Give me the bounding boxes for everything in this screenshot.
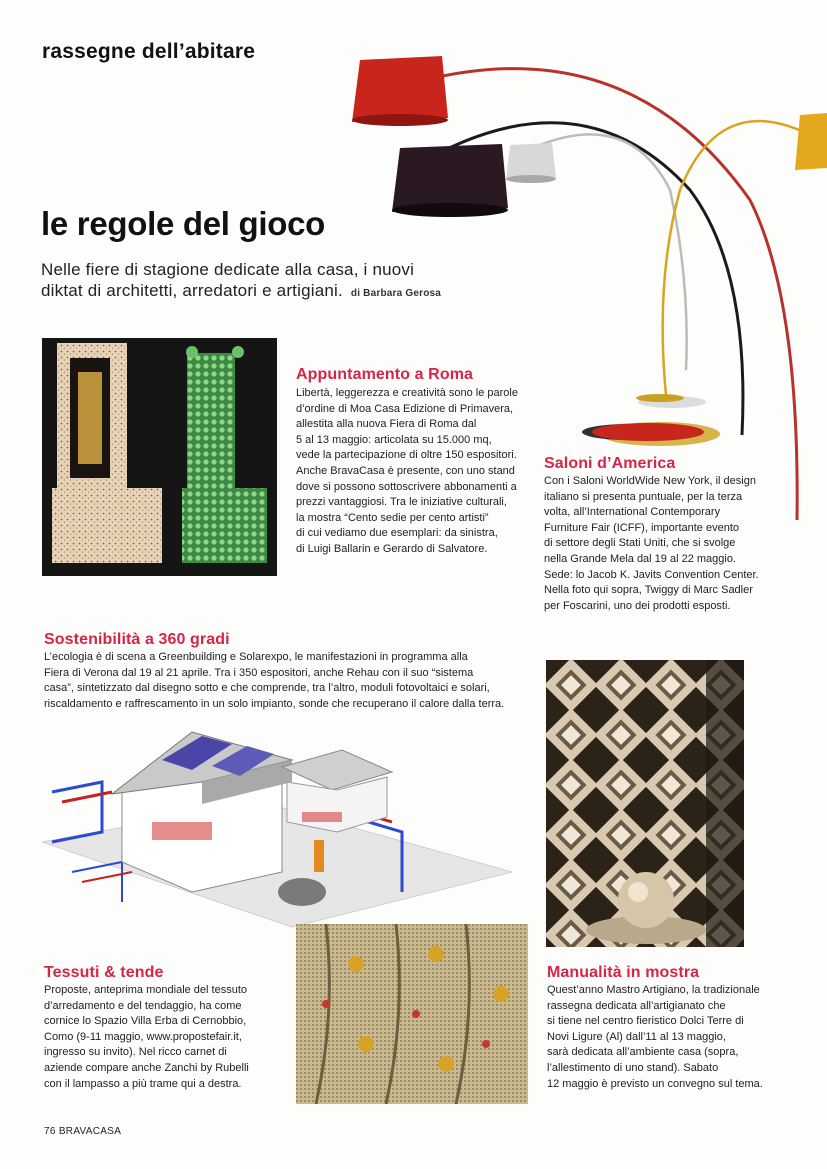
page-number: 76 [44,1126,56,1137]
subtitle-line: Nelle fiere di stagione dedicate alla casa, i nuovi [41,260,415,279]
heading-roma: Appuntamento a Roma [296,366,474,383]
mirrors-photo [546,660,744,947]
page-footer [44,1126,121,1137]
text-america: Con i Saloni WorldWide New York, il design italiano si presenta puntuale, per la terza volta, all’International Contemporary Furniture Fair (ICFF), importante evento di settore degli Stati Uniti, che si svolge nella Grande Mela dal 19 al 22 maggio. Sede: lo Jacob K. Javits Convention Center. Nella foto qui sopra, Twiggy di Marc Sadler per Foscarini, uno dei prodotti esposti. [544,475,759,612]
byline: di Barbara Gerosa [350,288,442,299]
subtitle-line: diktat di architetti, arredatori e artigiani. di Barbara Gerosa [41,281,442,300]
chairs-photo [42,338,277,576]
house-system-diagram [42,722,512,932]
magazine-name: BRAVACASA [58,1126,122,1137]
heading-sostenibilita: Sostenibilità a 360 gradi [44,631,230,648]
fabric-photo [296,924,528,1104]
text-manualita: Quest’anno Mastro Artigiano, la tradizionale rassegna dedicata all’artigianato che si tiene nel centro fieristico Dolci Terre di Novi Ligure (Al) dall’11 al 13 maggio, sarà dedicata all’ambiente casa (sopra, l’allestimento di uno stand). Sabato 12 maggio è previsto un convegno sul tema. [547,984,763,1090]
section-label: rassegne dell’abitare [42,40,256,63]
heading-manualita: Manualità in mostra [547,964,700,981]
text-tessuti: Proposte, anteprima mondiale del tessuto d’arredamento e del tendaggio, ha come cornice lo Spazio Villa Erba di Cernobbio, Como (9-11 maggio, www.propostefair.it, ingresso su invito). Nel ricco carnet di aziende compare anche Zanchi by Rubelli con il lampasso a più trame qui a destra. [44,984,249,1090]
text-sostenibilita: L’ecologia è di scena a Greenbuilding e Solarexpo, le manifestazioni in programma alla Fiera di Verona dal 19 al 21 aprile. Tra i 350 espositori, anche Rehau con il suo “sistema casa”, sintetizzato dal disegno sotto e che comprende, tra l’altro, moduli fotovoltaici e solari, riscaldamento e raffrescamento in un solo impianto, sonde che recuperano il calore dalla terra. [44,651,505,710]
text-roma: Libertà, leggerezza e creatività sono le parole d’ordine di Moa Casa Edizione di Primavera, allestita alla nuova Fiera di Roma dal 5 al 13 maggio: articolata su 15.000 mq, vede la partecipazione di oltre 150 espositori. Anche BravaCasa è presente, con uno stand dove si possono sottoscrivere abbonamenti a prezzi vantaggiosi. Tra le iniziative culturali, la mostra “Cento sedie per cento artisti” di cui vediamo due esemplari: da sinistra, di Luigi Ballarin e Gerardo di Salvatore. [296,387,518,555]
heading-tessuti: Tessuti & tende [44,964,164,981]
heading-america: Saloni d’America [544,455,676,472]
page-title: le regole del gioco [41,205,326,242]
